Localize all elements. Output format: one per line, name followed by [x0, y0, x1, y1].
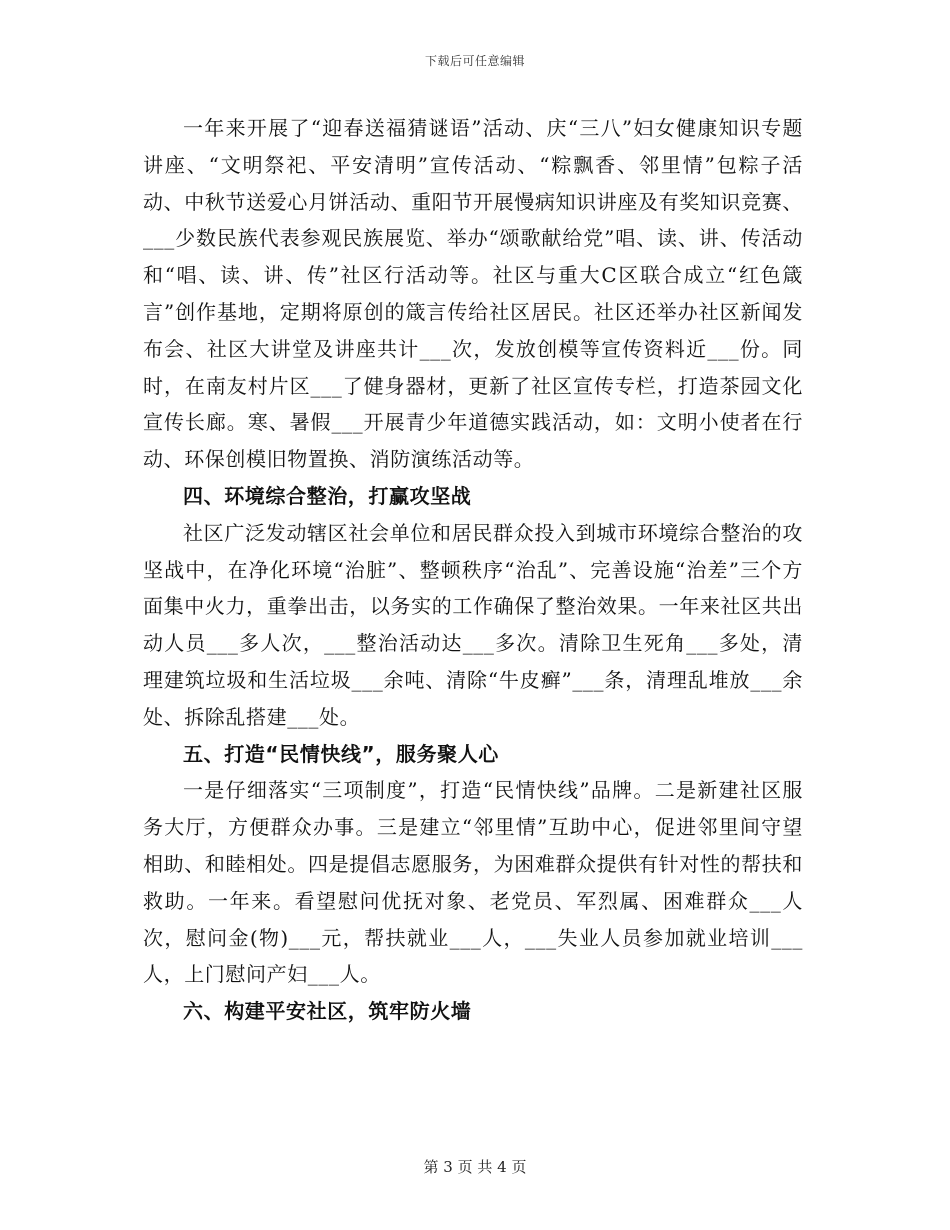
section-heading-hotline: 五、打造“民情快线”，服务聚人心: [183, 741, 499, 766]
paragraph-hotline: 一是仔细落实“三项制度”，打造“民情快线”品牌。二是新建社区服务大厅，方便群众办事。三是建立“邻里情”互助中心，促进邻里间守望相助、和睦相处。四是提倡志愿服务，为困难群众提供有针对性的帮扶和救助。一年来。看望慰问优抚对象、老党员、军烈属、困难群众___人次，慰问金(物)___元，帮扶就业___人，___失业人员参加就业培训___人，上门慰问产妇___人。: [143, 778, 803, 987]
document-body: [143, 110, 803, 1030]
paragraph-environment: 社区广泛发动辖区社会单位和居民群众投入到城市环境综合整治的攻坚战中，在净化环境“治脏”、整顿秩序“治乱”、完善设施“治差”三个方面集中火力，重拳出击，以务实的工作确保了整治效果。一年来社区共出动人员___多人次，___整治活动达___多次。清除卫生死角___多处，清理建筑垃圾和生活垃圾___余吨、清除“牛皮癣”___条，清理乱堆放___余处、拆除乱搭建___处。: [143, 520, 803, 729]
page-header: 下载后可任意编辑: [424, 54, 525, 68]
page-number: 第 3 页 共 4 页: [423, 1158, 527, 1176]
section-heading-safety: 六、构建平安社区，筑牢防火墙: [183, 999, 472, 1024]
paragraph-activities: 一年来开展了“迎春送福猜谜语”活动、庆“三八”妇女健康知识专题讲座、“文明祭祀、平安清明”宣传活动、“粽飘香、邻里情”包粽子活动、中秋节送爱心月饼活动、重阳节开展慢病知识讲座及有奖知识竞赛、___少数民族代表参观民族展览、举办“颂歌献给党”唱、读、讲、传活动和“唱、读、讲、传”社区行活动等。社区与重大C区联合成立“红色箴言”创作基地，定期将原创的箴言传给社区居民。社区还举办社区新闻发布会、社区大讲堂及讲座共计___次，发放创模等宣传资料近___份。同时，在南友村片区___了健身器材，更新了社区宣传专栏，打造茶园文化宣传长廊。寒、暑假___开展青少年道德实践活动，如：文明小使者在行动、环保创模旧物置换、消防演练活动等。: [143, 116, 803, 472]
section-heading-environment: 四、环境综合整治，打赢攻坚战: [183, 483, 472, 508]
